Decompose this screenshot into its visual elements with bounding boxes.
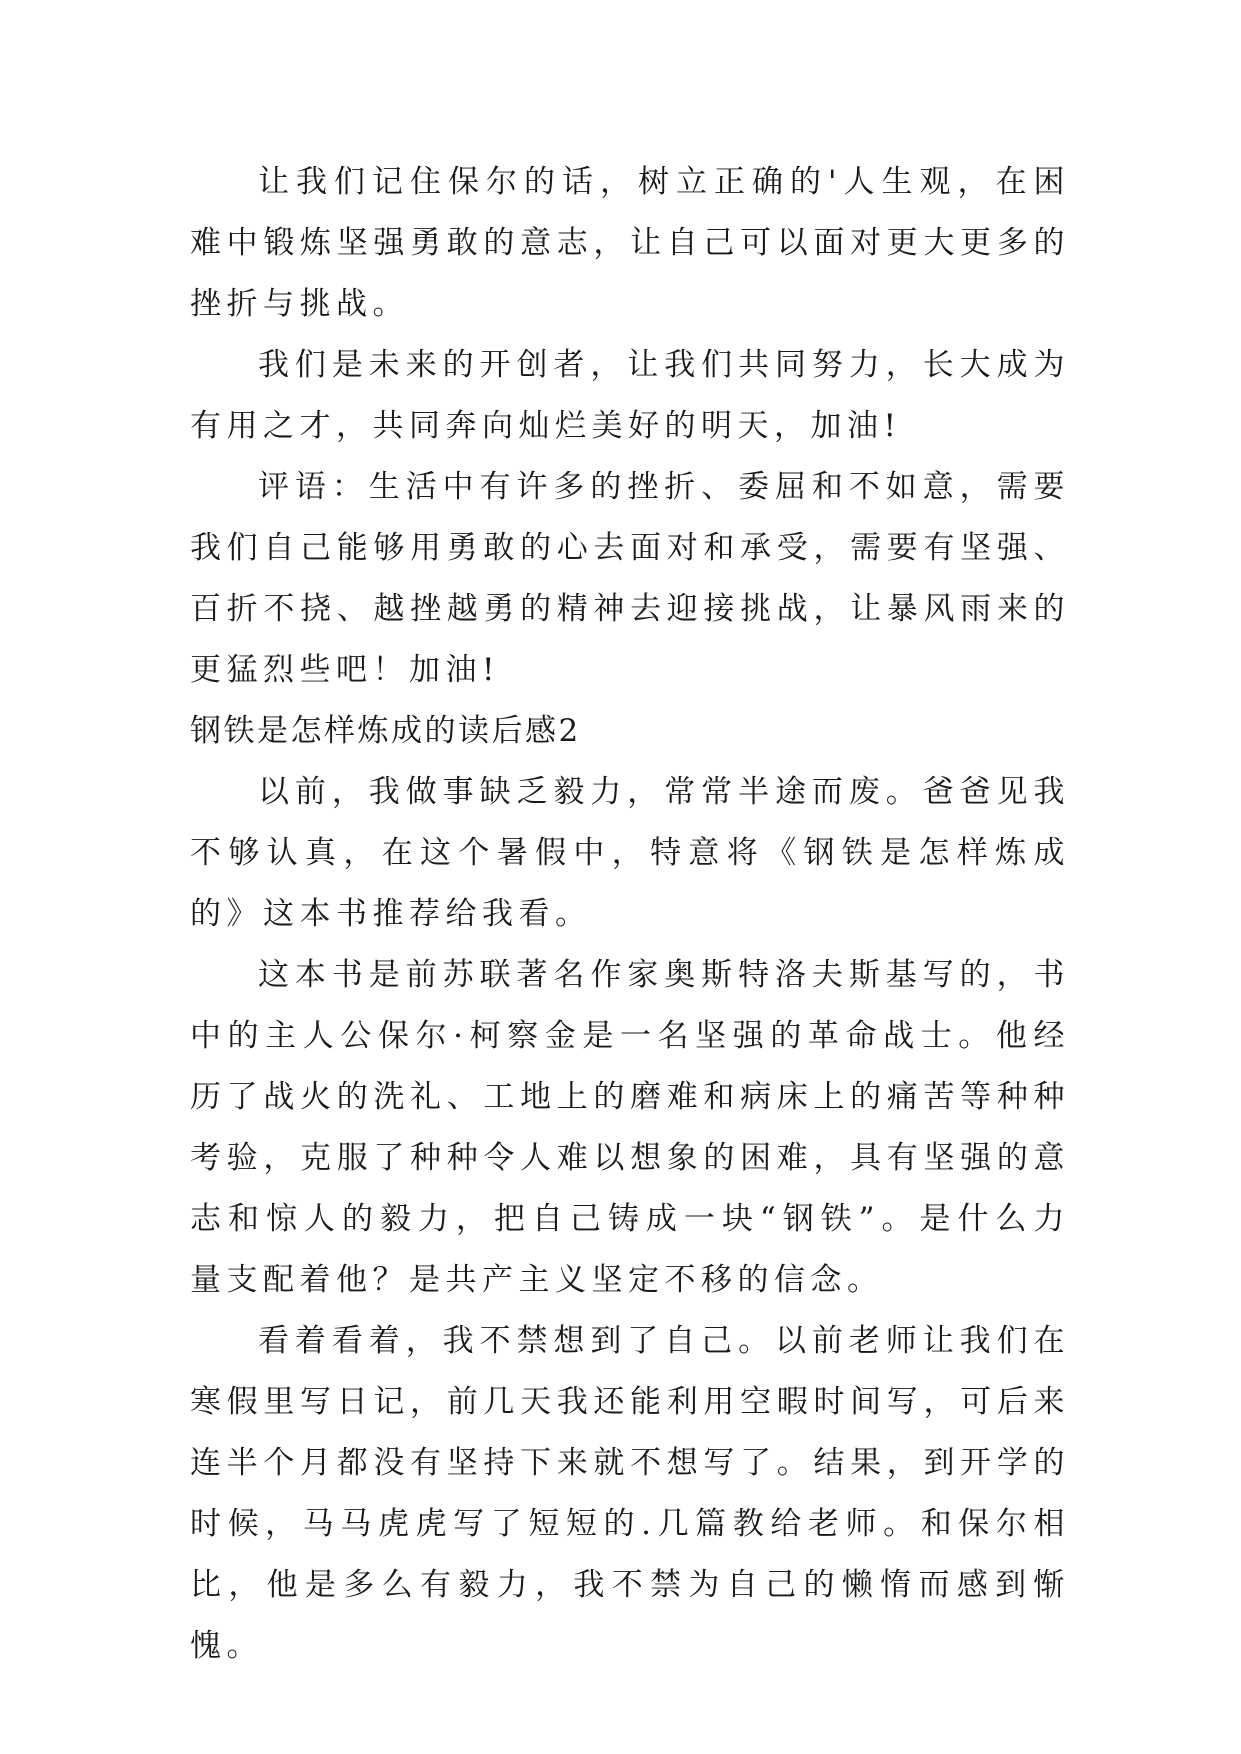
paragraph: 评语：生活中有许多的挫折、委屈和不如意，需要我们自己能够用勇敢的心去面对和承受，需要有坚强、百折不挠、越挫越勇的精神去迎接挑战，让暴风雨来的更猛烈些吧！加油! [190, 469, 1070, 688]
paragraph: 让我们记住保尔的话，树立正确的'人生观，在困难中锻炼坚强勇敢的意志，让自己可以面对更大更多的挫折与挑战。 [190, 164, 1070, 322]
document-body [190, 152, 1070, 1677]
paragraph: 以前，我做事缺乏毅力，常常半途而废。爸爸见我不够认真，在这个暑假中，特意将《钢铁是怎样炼成的》这本书推荐给我看。 [190, 774, 1070, 932]
paragraph: 我们是未来的开创者，让我们共同努力，长大成为有用之才，共同奔向灿烂美好的明天，加油! [190, 347, 1070, 444]
section-heading: 钢铁是怎样炼成的读后感2 [190, 713, 581, 749]
paragraph: 这本书是前苏联著名作家奥斯特洛夫斯基写的，书中的主人公保尔·柯察金是一名坚强的革命战士。他经历了战火的洗礼、工地上的磨难和病床上的痛苦等种种考验，克服了种种令人难以想象的困难，具有坚强的意志和惊人的毅力，把自己铸成一块“钢铁”。是什么力量支配着他？是共产主义坚定不移的信念。 [190, 957, 1070, 1298]
paragraph: 看着看着，我不禁想到了自己。以前老师让我们在寒假里写日记，前几天我还能利用空暇时间写，可后来连半个月都没有坚持下来就不想写了。结果，到开学的时候，马马虎虎写了短短的.几篇教给老师。和保尔相比，他是多么有毅力，我不禁为自己的懒惰而感到惭愧。 [190, 1323, 1070, 1664]
